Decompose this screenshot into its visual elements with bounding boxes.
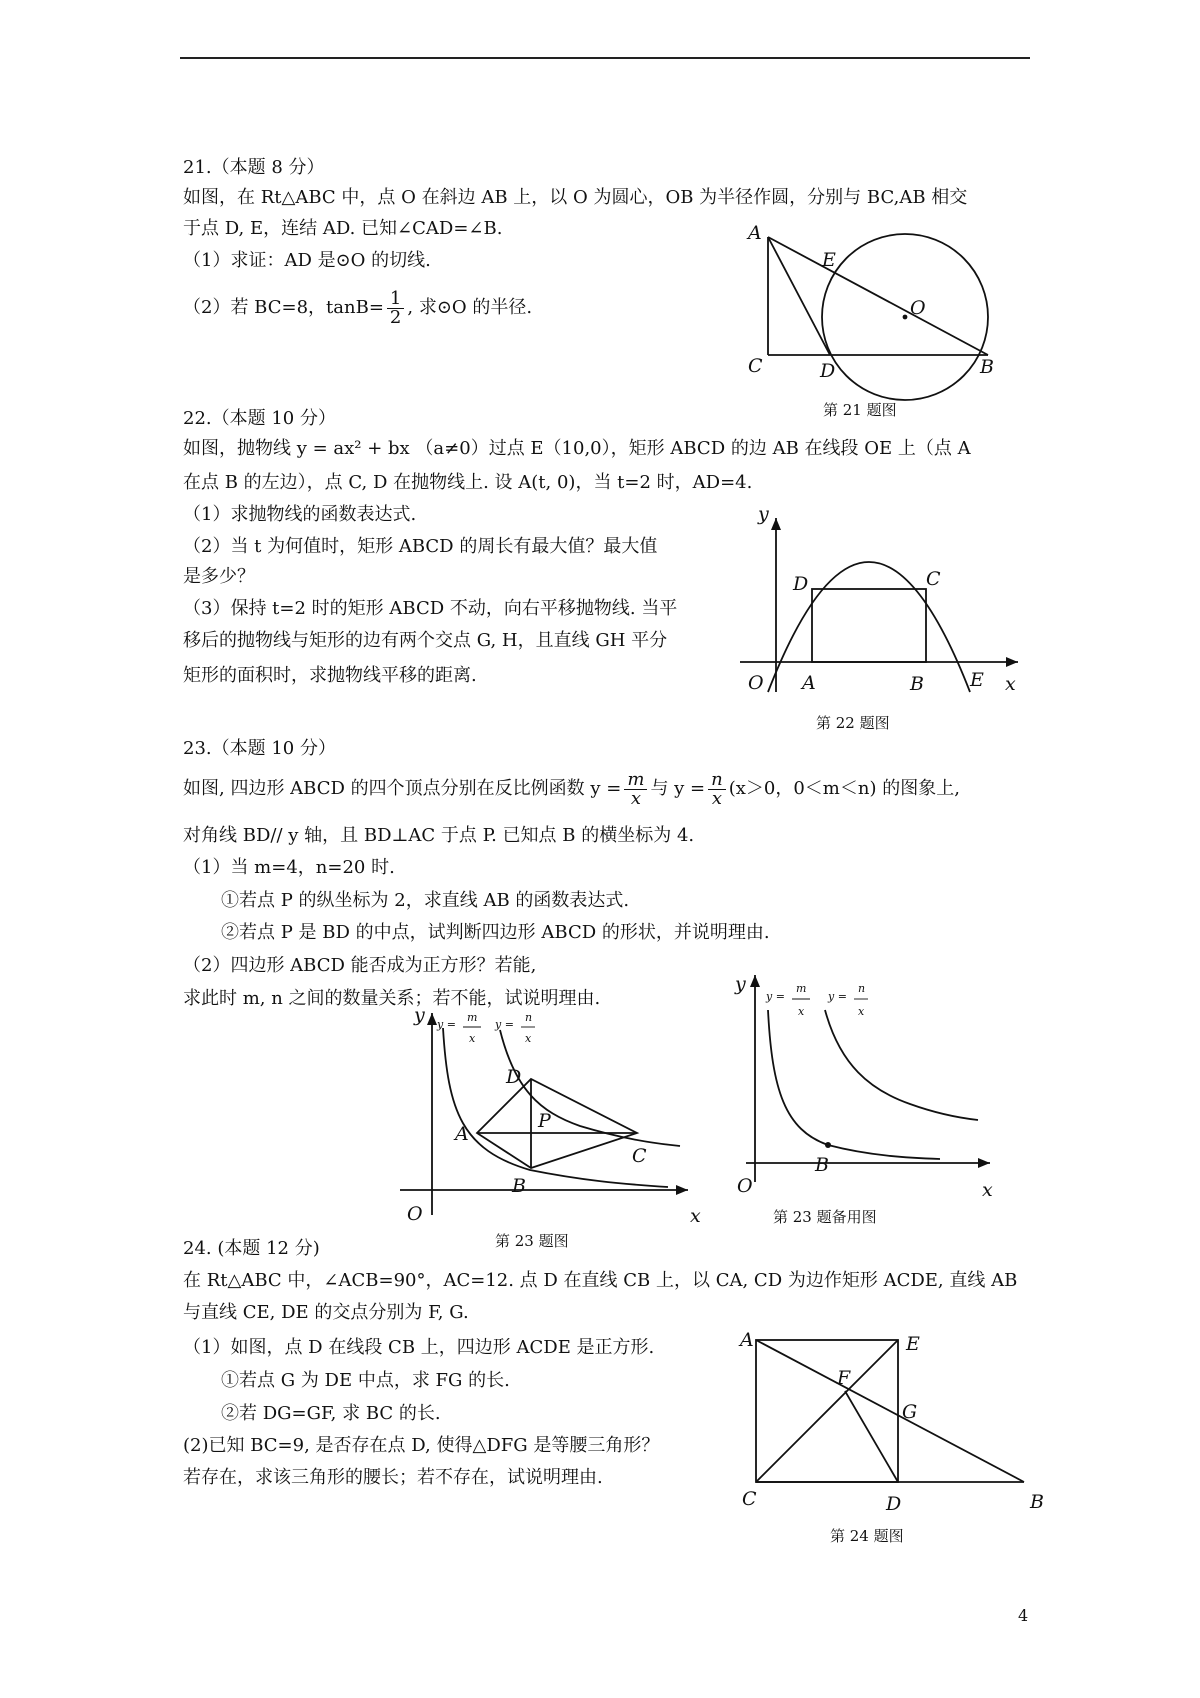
q22-label-c: C [926,568,941,590]
q21-heading: 21.（本题 8 分） [183,157,325,178]
q22-part2a: （2）当 t 为何值时，矩形 ABCD 的周长有最大值？最大值 [183,536,658,557]
q23-spare-label-b: B [815,1154,829,1176]
q23-curve-label-n-den: x [525,1032,532,1045]
q23-spare-curve-label-n-den: x [858,1005,865,1018]
q22-part3c: 矩形的面积时，求抛物线平移的距离. [183,665,477,686]
q24-caption: 第 24 题图 [830,1527,904,1545]
q23-part1: （1）当 m=4，n=20 时. [183,857,395,878]
q23-fraction-m-num: m [624,771,647,790]
q23-spare-label-o: O [737,1175,753,1197]
q21-line2: 于点 D, E，连结 AD. 已知∠CAD=∠B. [183,218,503,239]
q23-caption-spare: 第 23 题备用图 [773,1208,877,1226]
q24-label-f: F [837,1367,851,1389]
page-number: 4 [1018,1606,1029,1625]
q21-label-e: E [822,249,836,271]
q24-part2a: (2)已知 BC=9, 是否存在点 D, 使得△DFG 是等腰三角形？ [183,1435,660,1456]
q23-label-a: A [455,1123,469,1145]
q24-line-ab [756,1340,1024,1482]
q23-part1b: ②若点 P 是 BD 的中点，试判断四边形 ABCD 的形状，并说明理由. [221,922,770,943]
q24-heading: 24. (本题 12 分) [183,1238,320,1259]
q23-line2: 对角线 BD// y 轴，且 BD⊥AC 于点 P. 已知点 B 的横坐标为 4. [183,825,695,846]
q23-fraction-n-num: n [708,771,726,790]
q23-part2b: 求此时 m, n 之间的数量关系；若不能，试说明理由. [183,988,601,1009]
q24-label-e: E [906,1333,920,1355]
q23-line1-post: (x＞0，0＜m＜n) 的图象上, [728,778,960,799]
q24-label-a: A [740,1329,754,1351]
q22-part1: （1）求抛物线的函数表达式. [183,504,417,525]
q23-label-o: O [407,1203,423,1225]
q23-spare-label-x: x [982,1179,993,1201]
q22-caption: 第 22 题图 [816,714,890,732]
q23-fraction-m-den: x [630,787,641,809]
q23-label-d: D [506,1066,522,1088]
q22-label-a: A [802,672,816,694]
q23-label-b: B [512,1175,526,1197]
q23-curve-label-m: y = [437,1018,456,1031]
q21-label-a: A [748,222,762,244]
q21-line1: 如图，在 Rt△ABC 中，点 O 在斜边 AB 上，以 O 为圆心，OB 为半径作圆，分别与 BC,AB 相交 [183,187,968,208]
q23-part2a: （2）四边形 ABCD 能否成为正方形？若能, [183,955,537,976]
q23-line1-pre: 如图, 四边形 ABCD 的四个顶点分别在反比例函数 y = [183,778,622,799]
q24-segment-fd [845,1391,898,1482]
q21-label-b: B [980,356,994,378]
q23-fraction-n-den: x [711,787,723,809]
q24-line-ce [756,1340,898,1482]
q23-label-x: x [690,1205,701,1227]
q23-curve-label-n-num: n [525,1011,533,1024]
q23-spare-curve-label-m-num: m [796,982,807,995]
q22-line1: 如图，抛物线 y = ax² + bx （a≠0）过点 E（10,0），矩形 ABCD 的边 AB 在线段 OE 上（点 A [183,438,971,459]
q24-label-c: C [742,1488,757,1510]
q21-part1: （1）求证：AD 是⊙O 的切线. [183,250,431,271]
q24-label-d: D [886,1493,902,1515]
q24-part1a: ①若点 G 为 DE 中点，求 FG 的长. [221,1370,510,1391]
q22-heading: 22.（本题 10 分） [183,408,336,429]
q21-part2-pre: （2）若 BC=8，tanB= [183,297,384,318]
q24-line2: 与直线 CE, DE 的交点分别为 F, G. [183,1302,469,1323]
q22-part3a: （3）保持 t=2 时的矩形 ABCD 不动，向右平移抛物线. 当平 [183,598,678,619]
q22-label-e: E [970,669,984,691]
q21-tan-numerator: 1 [387,290,404,309]
q23-line1-mid: 与 y = [650,778,706,799]
q21-label-o: O [910,297,926,319]
q24-label-b: B [1030,1491,1044,1513]
q21-part2-post: , 求⊙O 的半径. [407,297,533,318]
q23-spare-curve-label-n-num: n [858,982,866,995]
q23-spare-curve-label-m: y = [766,990,785,1003]
q23-spare-curve-label-m-den: x [798,1005,805,1018]
q23-label-y: y [414,1004,425,1026]
q22-label-x: x [1005,673,1016,695]
q23-curve-label-n: y = [495,1018,514,1031]
q21-tan-denominator: 2 [389,306,402,328]
q22-label-b: B [910,673,924,695]
q24-label-g: G [902,1401,918,1423]
q21-label-d: D [820,360,836,382]
q21-label-c: C [748,355,763,377]
q22-part2b: 是多少？ [183,566,255,587]
q22-label-o: O [748,672,764,694]
q22-label-d: D [793,573,809,595]
q24-part2b: 若存在，求该三角形的腰长；若不存在，试说明理由. [183,1467,603,1488]
q23-heading: 23.（本题 10 分） [183,738,336,759]
q23-part1a: ①若点 P 的纵坐标为 2，求直线 AB 的函数表达式. [221,890,630,911]
q22-label-y: y [758,503,769,525]
q22-line2: 在点 B 的左边），点 C, D 在抛物线上. 设 A(t, 0)，当 t=2 时，AD=4. [183,472,753,493]
q24-part1: （1）如图，点 D 在线段 CB 上，四边形 ACDE 是正方形. [183,1337,655,1358]
q21-caption: 第 21 题图 [823,401,897,419]
q23-spare-label-y: y [735,973,746,995]
q23-caption-main: 第 23 题图 [495,1232,569,1250]
q24-line1: 在 Rt△ABC 中，∠ACB=90°，AC=12. 点 D 在直线 CB 上，以 CA, CD 为边作矩形 ACDE, 直线 AB [183,1270,1018,1291]
q23-label-c: C [632,1145,647,1167]
q22-part3b: 移后的抛物线与矩形的边有两个交点 G, H，且直线 GH 平分 [183,630,668,651]
q23-curve-label-m-num: m [467,1011,478,1024]
q24-part1b: ②若 DG=GF, 求 BC 的长. [221,1403,441,1424]
q23-curve-label-m-den: x [469,1032,476,1045]
q23-label-p: P [538,1110,551,1132]
q23-spare-curve-label-n: y = [828,990,847,1003]
